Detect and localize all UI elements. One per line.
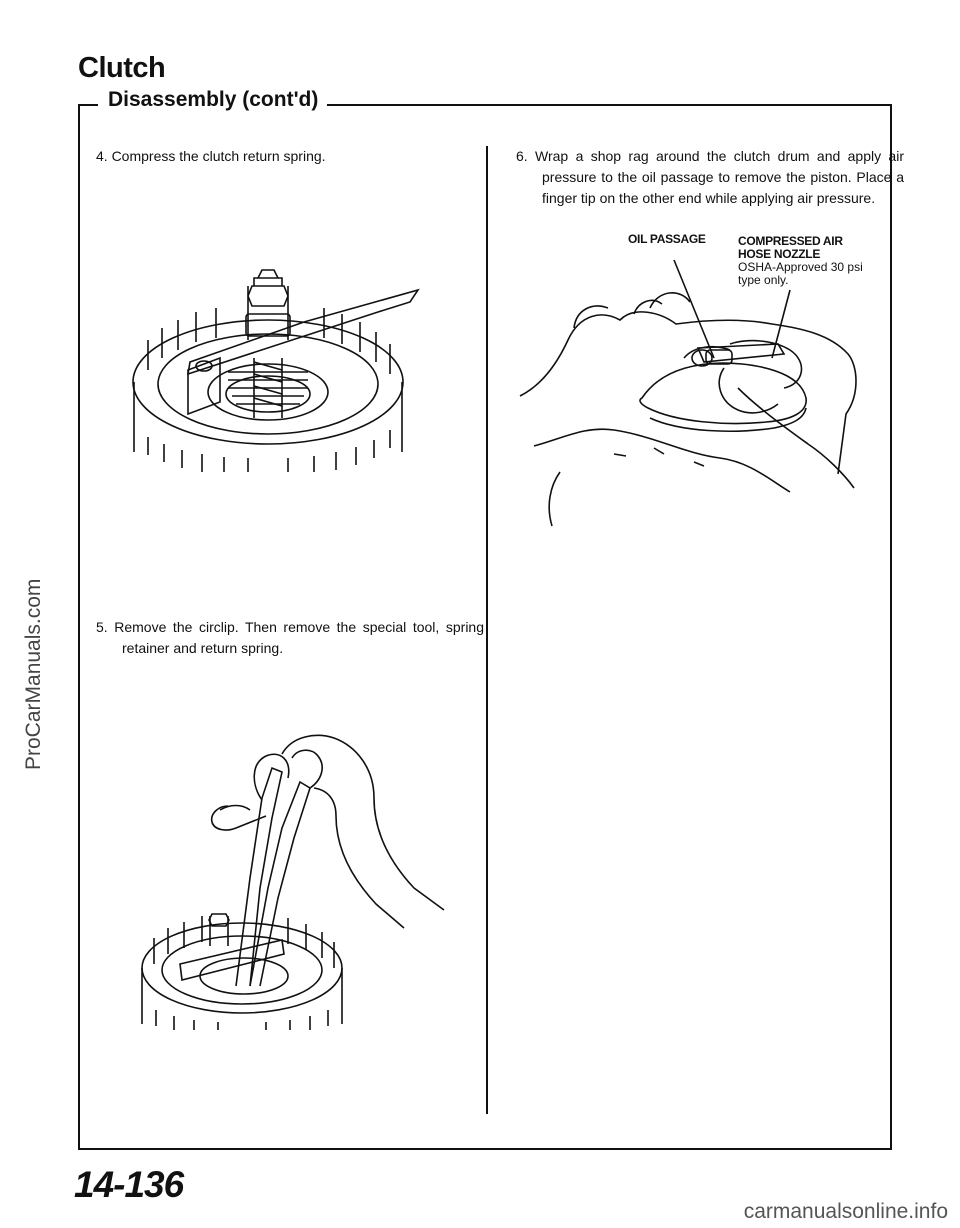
- label-air-nozzle-line-2: HOSE NOZZLE: [738, 247, 821, 261]
- footer-watermark: carmanualsonline.info: [743, 1200, 948, 1223]
- step-4-text: 4. Compress the clutch return spring.: [96, 148, 326, 164]
- figure-compress-spring: [128, 262, 428, 472]
- label-air-note-line-2: type only.: [738, 273, 789, 287]
- page-title: Clutch: [78, 52, 166, 84]
- section-heading: Disassembly (cont'd): [104, 88, 322, 112]
- column-divider: [486, 146, 488, 1114]
- label-air-nozzle-line-1: COMPRESSED AIR: [738, 234, 843, 248]
- step-6-text: 6. Wrap a shop rag around the clutch drum and apply air pressure to the oil passage to remove the piston. Place a finger tip on the other end while applying air pressure.: [516, 148, 904, 206]
- label-air-note-line-1: OSHA-Approved 30 psi: [738, 260, 863, 274]
- side-watermark: ProCarManuals.com: [22, 578, 45, 770]
- label-oil-passage: OIL PASSAGE: [628, 232, 706, 246]
- figure-air-pressure: [514, 248, 874, 538]
- page-number: 14-136: [74, 1164, 184, 1205]
- figure-remove-circlip: [132, 728, 452, 1030]
- step-5-text: 5. Remove the circlip. Then remove the special tool, spring retainer and return spring.: [96, 619, 484, 656]
